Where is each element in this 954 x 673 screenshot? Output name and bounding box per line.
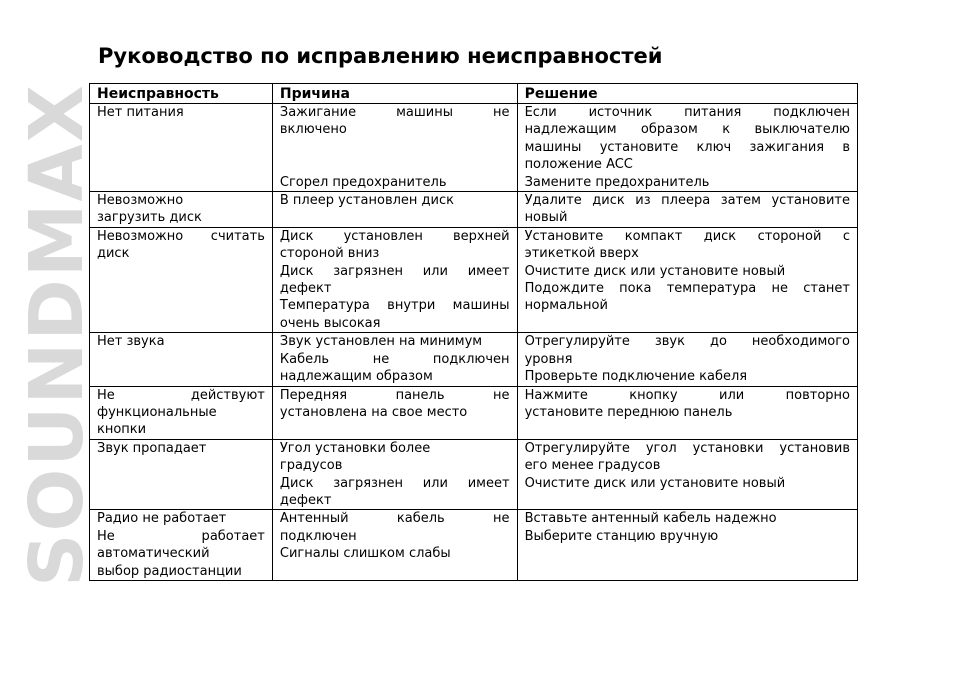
cause-cell	[272, 104, 517, 192]
cause-line: Сигналы слишком слабы	[279, 546, 451, 562]
header-problem: Неисправность	[90, 84, 273, 104]
cause-line: подключен	[279, 528, 357, 544]
table-row	[90, 510, 858, 581]
table-row	[90, 227, 858, 332]
header-solution: Решение	[517, 84, 857, 104]
cause-line: дефект	[279, 281, 332, 297]
table-header-row	[90, 84, 858, 104]
solution-line: Удалите диск из плеера затем установите	[524, 193, 850, 209]
solution-line: Проверьте подключение кабеля	[524, 369, 748, 385]
problem-line: Нет питания	[97, 105, 184, 120]
solution-cell	[517, 439, 857, 510]
problem-line: Нет звука	[97, 334, 165, 350]
solution-cell	[517, 333, 857, 386]
problem-line: Невозможно	[97, 193, 184, 209]
cause-line: Зажигание машины не	[279, 105, 510, 120]
cause-line: Диск установлен верхней	[279, 228, 510, 244]
cause-cell	[272, 510, 517, 581]
problem-cell	[90, 386, 273, 439]
cause-line: Сгорел предохранитель	[279, 174, 447, 190]
problem-line: функциональные	[97, 404, 217, 420]
problem-line: Невозможно считать	[97, 228, 265, 244]
problem-cell	[90, 333, 273, 386]
problem-line: кнопки	[97, 422, 147, 438]
solution-line: Замените предохранитель	[524, 174, 710, 190]
cause-line: Температура внутри машины	[279, 298, 510, 314]
solution-line: его менее градусов	[524, 458, 661, 474]
cause-line: стороной вниз	[279, 246, 380, 262]
cause-cell	[272, 439, 517, 510]
cause-line: дефект	[279, 492, 332, 508]
table-row	[90, 386, 858, 439]
problem-line: диск	[97, 246, 130, 262]
solution-cell	[517, 510, 857, 581]
problem-line: загрузить диск	[97, 210, 202, 226]
solution-line: новый	[524, 210, 568, 226]
table-row	[90, 333, 858, 386]
solution-cell	[517, 192, 857, 228]
solution-cell	[517, 386, 857, 439]
solution-line: Очистите диск или установите новый	[524, 263, 786, 279]
cause-line: Передняя панель не	[279, 387, 510, 403]
brand-logo	[14, 40, 100, 630]
solution-line: Если источник питания подключен	[524, 105, 850, 120]
solution-cell	[517, 227, 857, 332]
cause-line: Звук установлен на минимум	[279, 334, 483, 350]
solution-line: положение ACC	[524, 157, 633, 173]
table-row	[90, 439, 858, 510]
cause-line: градусов	[279, 458, 343, 474]
problem-line: Не работает	[97, 528, 265, 544]
cause-line: Угол установки более	[279, 440, 431, 456]
cause-line: Диск загрязнен или имеет	[279, 475, 510, 491]
problem-cell	[90, 104, 273, 192]
problem-line: выбор радиостанции	[97, 563, 242, 579]
troubleshooting-table	[89, 83, 858, 581]
cause-cell	[272, 333, 517, 386]
solution-line: этикеткой вверх	[524, 246, 639, 262]
cause-line: надлежащим образом	[279, 369, 433, 385]
solution-line: машины установите ключ зажигания в	[524, 139, 850, 155]
problem-cell	[90, 192, 273, 228]
solution-line: нормальной	[524, 298, 608, 314]
brand-logo-text: SOUNDMAX	[14, 83, 100, 587]
solution-line: установите переднюю панель	[524, 404, 733, 420]
cause-line: включено	[279, 122, 347, 138]
solution-line: Выберите станцию вручную	[524, 528, 719, 544]
cause-line: очень высокая	[279, 315, 381, 331]
header-cause: Причина	[272, 84, 517, 104]
solution-line: Очистите диск или установите новый	[524, 475, 786, 491]
problem-line: автоматический	[97, 546, 210, 562]
solution-line: уровня	[524, 351, 573, 367]
problem-line: Не действуют	[97, 387, 265, 403]
cause-cell	[272, 386, 517, 439]
cause-cell	[272, 192, 517, 228]
table-row	[90, 104, 858, 192]
page-title: Руководство по исправлению неисправностей	[98, 44, 663, 68]
cause-line: Кабель не подключен	[279, 351, 510, 367]
solution-cell	[517, 104, 857, 192]
table-row	[90, 192, 858, 228]
problem-line: Звук пропадает	[97, 440, 207, 456]
solution-line: Отрегулируйте угол установки установив	[524, 440, 850, 456]
solution-line: Подождите пока температура не станет	[524, 281, 850, 297]
solution-line: надлежащим образом к выключателю	[524, 122, 850, 138]
solution-line: Установите компакт диск стороной с	[524, 228, 850, 244]
problem-cell	[90, 227, 273, 332]
cause-cell	[272, 227, 517, 332]
cause-line: В плеер установлен диск	[279, 193, 454, 209]
problem-cell	[90, 510, 273, 581]
cause-line: Диск загрязнен или имеет	[279, 263, 510, 279]
solution-line: Вставьте антенный кабель надежно	[524, 511, 777, 527]
problem-cell	[90, 439, 273, 510]
problem-line: Радио не работает	[97, 511, 227, 527]
cause-line: Антенный кабель не	[279, 511, 510, 527]
solution-line: Нажмите кнопку или повторно	[524, 387, 850, 403]
solution-line: Отрегулируйте звук до необходимого	[524, 334, 850, 350]
cause-line: установлена на свое место	[279, 404, 468, 420]
